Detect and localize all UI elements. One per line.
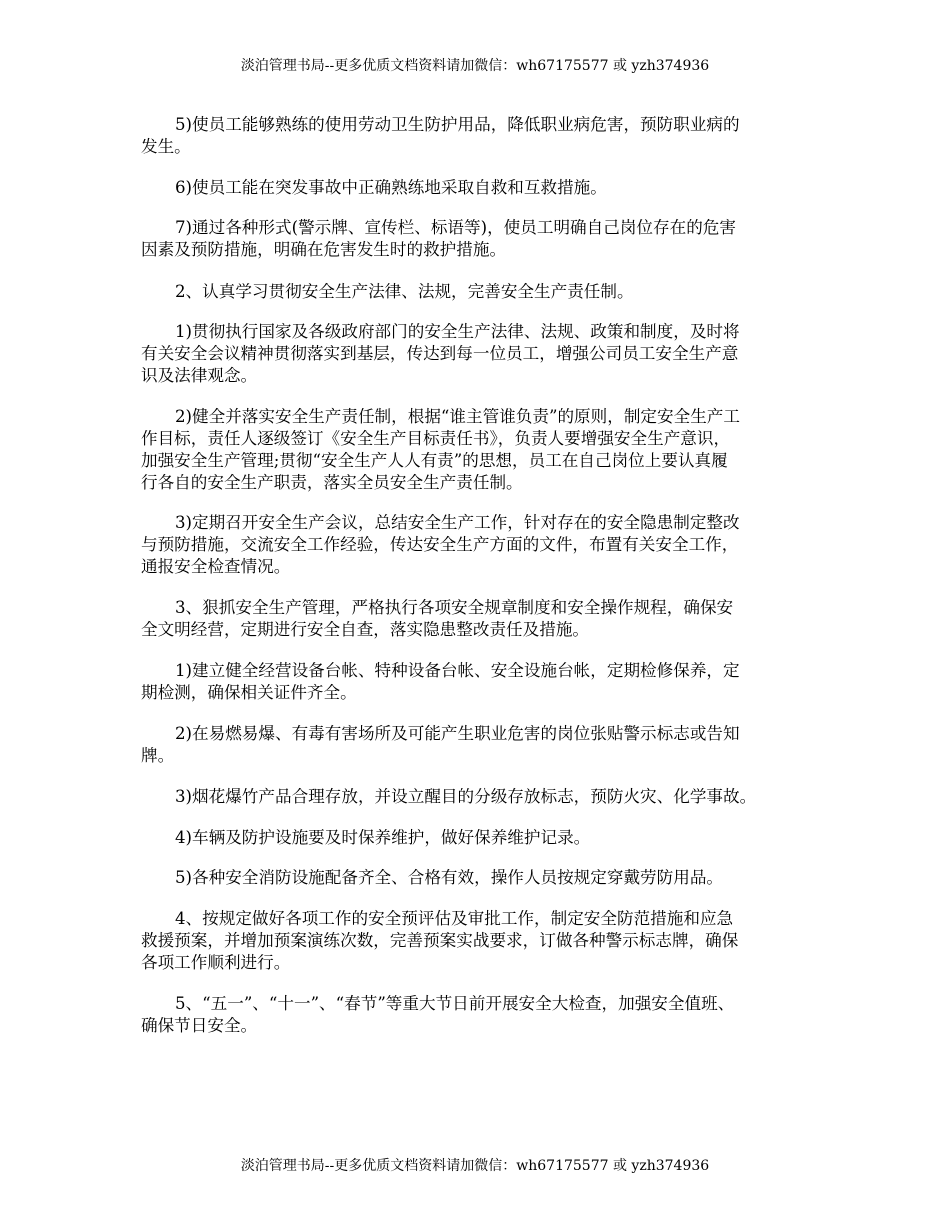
paragraph-line: 5)各种安全消防设施配备齐全、合格有效，操作人员按规定穿戴劳防用品。 [175,868,724,887]
paragraph-line: 3、狠抓安全生产管理，严格执行各项安全规章制度和安全操作规程，确保安 [175,598,734,617]
paragraph-line: 牌。 [141,746,175,765]
paragraph [141,867,821,889]
paragraph-line: 行各自的安全生产职责，落实全员安全生产责任制。 [141,473,523,492]
paragraph-line: 2)健全并落实安全生产责任制，根据“谁主管谁负责”的原则，制定安全生产工 [175,407,740,426]
paragraph [141,786,821,808]
paragraph-line: 救援预案，并增加预案演练次数，完善预案实战要求，订做各种警示标志牌，确保 [141,931,739,950]
paragraph [141,660,821,704]
paragraph-line: 4)车辆及防护设施要及时保养维护，做好保养维护记录。 [175,828,591,847]
paragraph-line: 期检测，确保相关证件齐全。 [141,683,357,702]
paragraph-line: 5)使员工能够熟练的使用劳动卫生防护用品，降低职业病危害，预防职业病的 [175,115,740,134]
paragraph-line: 与预防措施，交流安全工作经验，传达安全生产方面的文件，布置有关安全工作， [141,535,739,554]
paragraph [141,908,821,974]
paragraph-line: 发生。 [141,137,191,156]
paragraph [141,281,821,303]
paragraph-line: 2、认真学习贯彻安全生产法律、法规，完善安全生产责任制。 [175,282,634,301]
paragraph-line: 有关安全会议精神贯彻落实到基层，传达到每一位员工，增强公司员工安全生产意 [141,344,739,363]
paragraph-line: 3)烟花爆竹产品合理存放，并设立醒目的分级存放标志，预防火灾、化学事故。 [175,787,757,806]
paragraph [141,827,821,849]
page-footer: 淡泊管理书局--更多优质文档资料请加微信：wh67175577 或 yzh374936 [240,1158,710,1174]
paragraph [141,406,821,494]
paragraph [141,512,821,578]
paragraph [141,723,821,767]
paragraph-line: 加强安全生产管理;贯彻“安全生产人人有责”的思想，员工在自己岗位上要认真履 [141,451,728,470]
paragraph-line: 1)建立健全经营设备台帐、特种设备台帐、安全设施台帐，定期检修保养，定 [175,661,740,680]
paragraph [141,114,821,158]
paragraph-line: 各项工作顺利进行。 [141,953,291,972]
paragraph-line: 识及法律观念。 [141,366,258,385]
paragraph-line: 4、按规定做好各项工作的安全预评估及审批工作，制定安全防范措施和应急 [175,909,734,928]
paragraph [141,177,821,199]
paragraph-line: 1)贯彻执行国家及各级政府部门的安全生产法律、法规、政策和制度，及时将 [175,322,740,341]
paragraph-line: 通报安全检查情况。 [141,557,291,576]
paragraph [141,993,821,1037]
paragraph-line: 作目标，责任人逐级签订《安全生产目标责任书》，负责人要增强安全生产意识， [141,429,731,448]
paragraph [141,597,821,641]
paragraph-line: 7)通过各种形式(警示牌、宣传栏、标语等)，使员工明确自己岗位存在的危害 [175,218,736,237]
paragraph [141,217,821,261]
paragraph-line: 3)定期召开安全生产会议，总结安全生产工作，针对存在的安全隐患制定整改 [175,513,740,532]
paragraph-line: 因素及预防措施，明确在危害发生时的救护措施。 [141,240,507,259]
paragraph [141,321,821,387]
paragraph-line: 2)在易燃易爆、有毒有害场所及可能产生职业危害的岗位张贴警示标志或告知 [175,724,740,743]
page-header: 淡泊管理书局--更多优质文档资料请加微信：wh67175577 或 yzh374936 [240,58,710,74]
paragraph-line: 5、“五一”、“十一”、“春节”等重大节日前开展安全大检查，加强安全值班、 [175,994,735,1013]
paragraph-line: 全文明经营，定期进行安全自查，落实隐患整改责任及措施。 [141,620,590,639]
paragraph-line: 6)使员工能在突发事故中正确熟练地采取自救和互救措施。 [175,178,607,197]
paragraph-line: 确保节日安全。 [141,1016,258,1035]
